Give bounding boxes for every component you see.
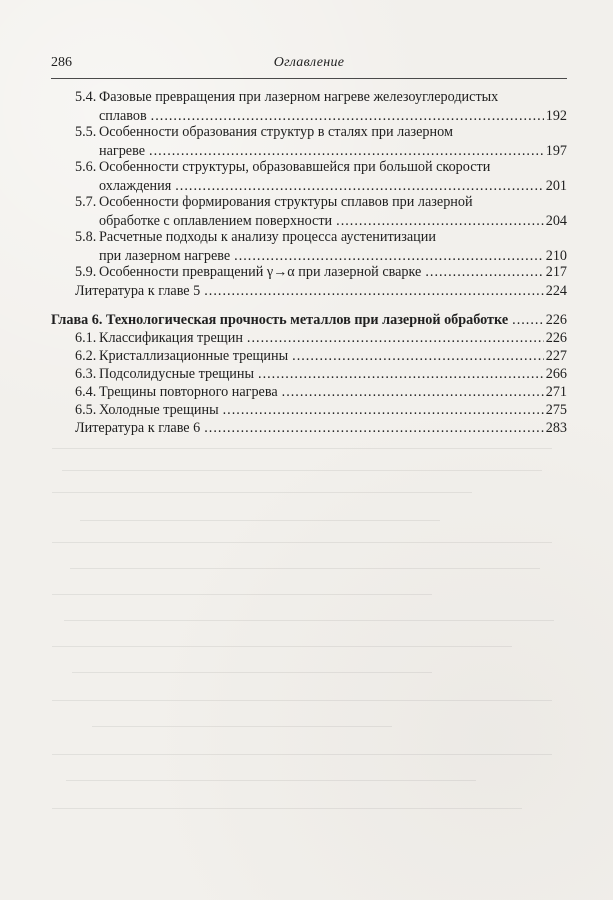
toc-title-line: Особенности превращений γ→α при лазерной сварке bbox=[99, 264, 422, 280]
toc-number: 6.4. bbox=[75, 384, 97, 400]
dot-leader bbox=[247, 329, 544, 347]
toc-page-number: 226 bbox=[545, 312, 567, 328]
toc-page-number: 275 bbox=[545, 402, 567, 418]
toc-page-number: 283 bbox=[545, 420, 567, 436]
toc-title-line: Расчетные подходы к анализу процесса аустенитизации bbox=[99, 229, 436, 245]
toc-page-number: 197 bbox=[545, 143, 567, 159]
toc-page-number: 201 bbox=[545, 178, 567, 194]
toc-number: 5.4. bbox=[75, 89, 97, 105]
toc-number: 5.7. bbox=[75, 194, 97, 210]
dot-leader bbox=[258, 365, 544, 383]
toc-page-number: 224 bbox=[545, 283, 567, 299]
dot-leader bbox=[512, 311, 544, 329]
dot-leader bbox=[282, 383, 544, 401]
toc-title-continuation: сплавов bbox=[99, 108, 147, 124]
toc-title-line: Литература к главе 5 bbox=[75, 283, 201, 299]
toc-title-line: Особенности структуры, образовавшейся при большой скорости bbox=[99, 159, 491, 175]
section-title: Оглавление bbox=[273, 55, 345, 70]
toc-title-continuation: при лазерном нагреве bbox=[99, 248, 231, 264]
dot-leader bbox=[292, 347, 544, 365]
dot-leader bbox=[204, 282, 543, 300]
toc-title-line: Фазовые превращения при лазерном нагреве железоуглеродистых bbox=[99, 89, 499, 105]
toc-title-line: Особенности образования структур в сталях при лазерном bbox=[99, 124, 453, 140]
toc-page-number: 266 bbox=[545, 366, 567, 382]
toc-title-continuation: обработке с оплавлением поверхности bbox=[99, 213, 333, 229]
page-number: 286 bbox=[51, 55, 72, 70]
toc-page-number: 204 bbox=[545, 213, 567, 229]
toc-title-line: Литература к главе 6 bbox=[75, 420, 201, 436]
toc-title-line: Классификация трещин bbox=[99, 330, 243, 346]
toc-title-continuation: охлаждения bbox=[99, 178, 172, 194]
toc-page-number: 226 bbox=[545, 330, 567, 346]
toc-number: 6.1. bbox=[75, 330, 97, 346]
toc-number: 5.8. bbox=[75, 229, 97, 245]
toc-title-line: Кристаллизационные трещины bbox=[99, 348, 289, 364]
toc-number: 6.5. bbox=[75, 402, 97, 418]
chapter-heading: Глава 6. Технологическая прочность металлов при лазерной обработке bbox=[51, 312, 509, 328]
dot-leader bbox=[425, 263, 543, 281]
toc-number: 6.3. bbox=[75, 366, 97, 382]
toc-title-line: Подсолидусные трещины bbox=[99, 366, 255, 382]
toc-page-number: 217 bbox=[545, 264, 567, 280]
running-header bbox=[51, 55, 567, 79]
toc-number: 5.9. bbox=[75, 264, 97, 280]
toc-title-continuation: нагреве bbox=[99, 143, 146, 159]
show-through-text bbox=[52, 430, 562, 860]
toc-title-line: Холодные трещины bbox=[99, 402, 219, 418]
toc-title-line: Трещины повторного нагрева bbox=[99, 384, 278, 400]
toc-number: 5.5. bbox=[75, 124, 97, 140]
toc-number: 6.2. bbox=[75, 348, 97, 364]
toc-page-number: 210 bbox=[545, 248, 567, 264]
toc-page-number: 271 bbox=[545, 384, 567, 400]
dot-leader bbox=[204, 419, 543, 437]
toc-number: 5.6. bbox=[75, 159, 97, 175]
dot-leader bbox=[223, 401, 544, 419]
toc-page-number: 192 bbox=[545, 108, 567, 124]
toc-page-number: 227 bbox=[545, 348, 567, 364]
toc-title-line: Особенности формирования структуры сплавов при лазерной bbox=[99, 194, 473, 210]
